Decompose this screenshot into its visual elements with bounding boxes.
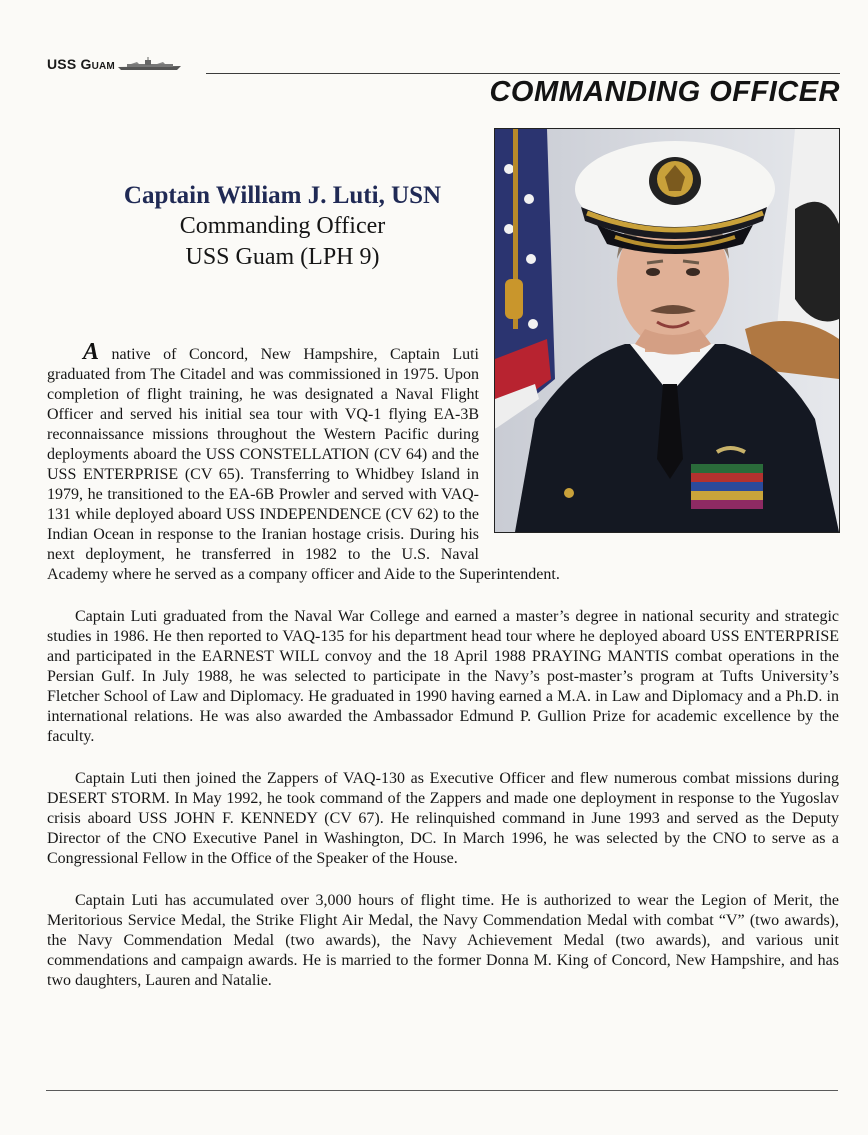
officer-name: Captain William J. Luti, USN: [123, 182, 442, 209]
ship-label-text: USS Guam: [47, 56, 115, 72]
header-ship-label: [47, 56, 185, 72]
bio-paragraph-4: Captain Luti has accumulated over 3,000 hours of flight time. He is authorized to wear the Legion of Merit, the Meritorious Service Medal, the Strike Flight Air Medal, the Navy Commendation Medal with combat “V” (two awards), the Navy Commendation Medal (two awards), the Navy Achievement Medal (two awards), and various unit commendations and campaign awards. He is married to the former Donna M. King of Concord, New Hampshire, and has two daughters, Lauren and Natalie.: [47, 892, 839, 989]
biography: [47, 339, 839, 1013]
footer-rule: [46, 1090, 838, 1091]
section-title: COMMANDING OFFICER: [489, 76, 840, 108]
bio-paragraph-1-text: native of Concord, New Hampshire, Captain Luti graduated from The Citadel and was commissioned in 1975. Upon completion of flight training, he was designated a Naval Flight Officer and served his initial sea tour with VQ-1 flying EA-3B reconnaissance missions throughout the Western Pacific during deployments aboard the USS CONSTELLATION (CV 64) and the USS ENTERPRISE (CV 65). Transferring to Whidbey Island in 1979, he transitioned to the EA-6B Prowler and served with VAQ-131 while deployed aboard USS INDEPENDENCE (CV 62) to the Indian Ocean in response to the Iranian hostage crisis. During his next deployment, he transferred in 1982 to the U.S. Naval Academy where he served as a company officer and Aide to the Superintendent.: [47, 346, 560, 583]
portrait-wrap-spacer: [479, 344, 839, 550]
officer-role: Commanding Officer: [179, 213, 386, 239]
ship-silhouette-icon: [117, 57, 185, 71]
officer-ship: USS Guam (LPH 9): [185, 244, 380, 270]
drop-cap: A: [83, 339, 100, 365]
profile-heading: [60, 180, 505, 273]
bio-paragraph-2: Captain Luti graduated from the Naval War College and earned a master’s degree in national security and strategic studies in 1986. He then reported to VAQ-135 for his department head tour where he deployed aboard USS ENTERPRISE and participated in the EARNEST WILL convoy and the 18 April 1988 PRAYING MANTIS combat operations in the Persian Gulf. In July 1988, he was selected to participate in the Navy’s post-master’s program at Tufts University’s Fletcher School of Law and Diplomacy. He graduated in 1990 having earned a M.A. in Law and Diplomacy and a Ph.D. in international relations. He was also awarded the Ambassador Edmund P. Gullion Prize for academic excellence by the faculty.: [47, 608, 839, 745]
bio-paragraph-3: Captain Luti then joined the Zappers of VAQ-130 as Executive Officer and flew numerous combat missions during DESERT STORM. In May 1992, he took command of the Zappers and made one deployment in response to the Yugoslav crisis aboard USS JOHN F. KENNEDY (CV 67). He relinquished command in June 1993 and served as the Deputy Director of the CNO Executive Panel in Washington, DC. In March 1996, he was selected by the CNO to serve as a Congressional Fellow in the Office of the Speaker of the House.: [47, 770, 839, 867]
header-rule: [206, 73, 840, 74]
